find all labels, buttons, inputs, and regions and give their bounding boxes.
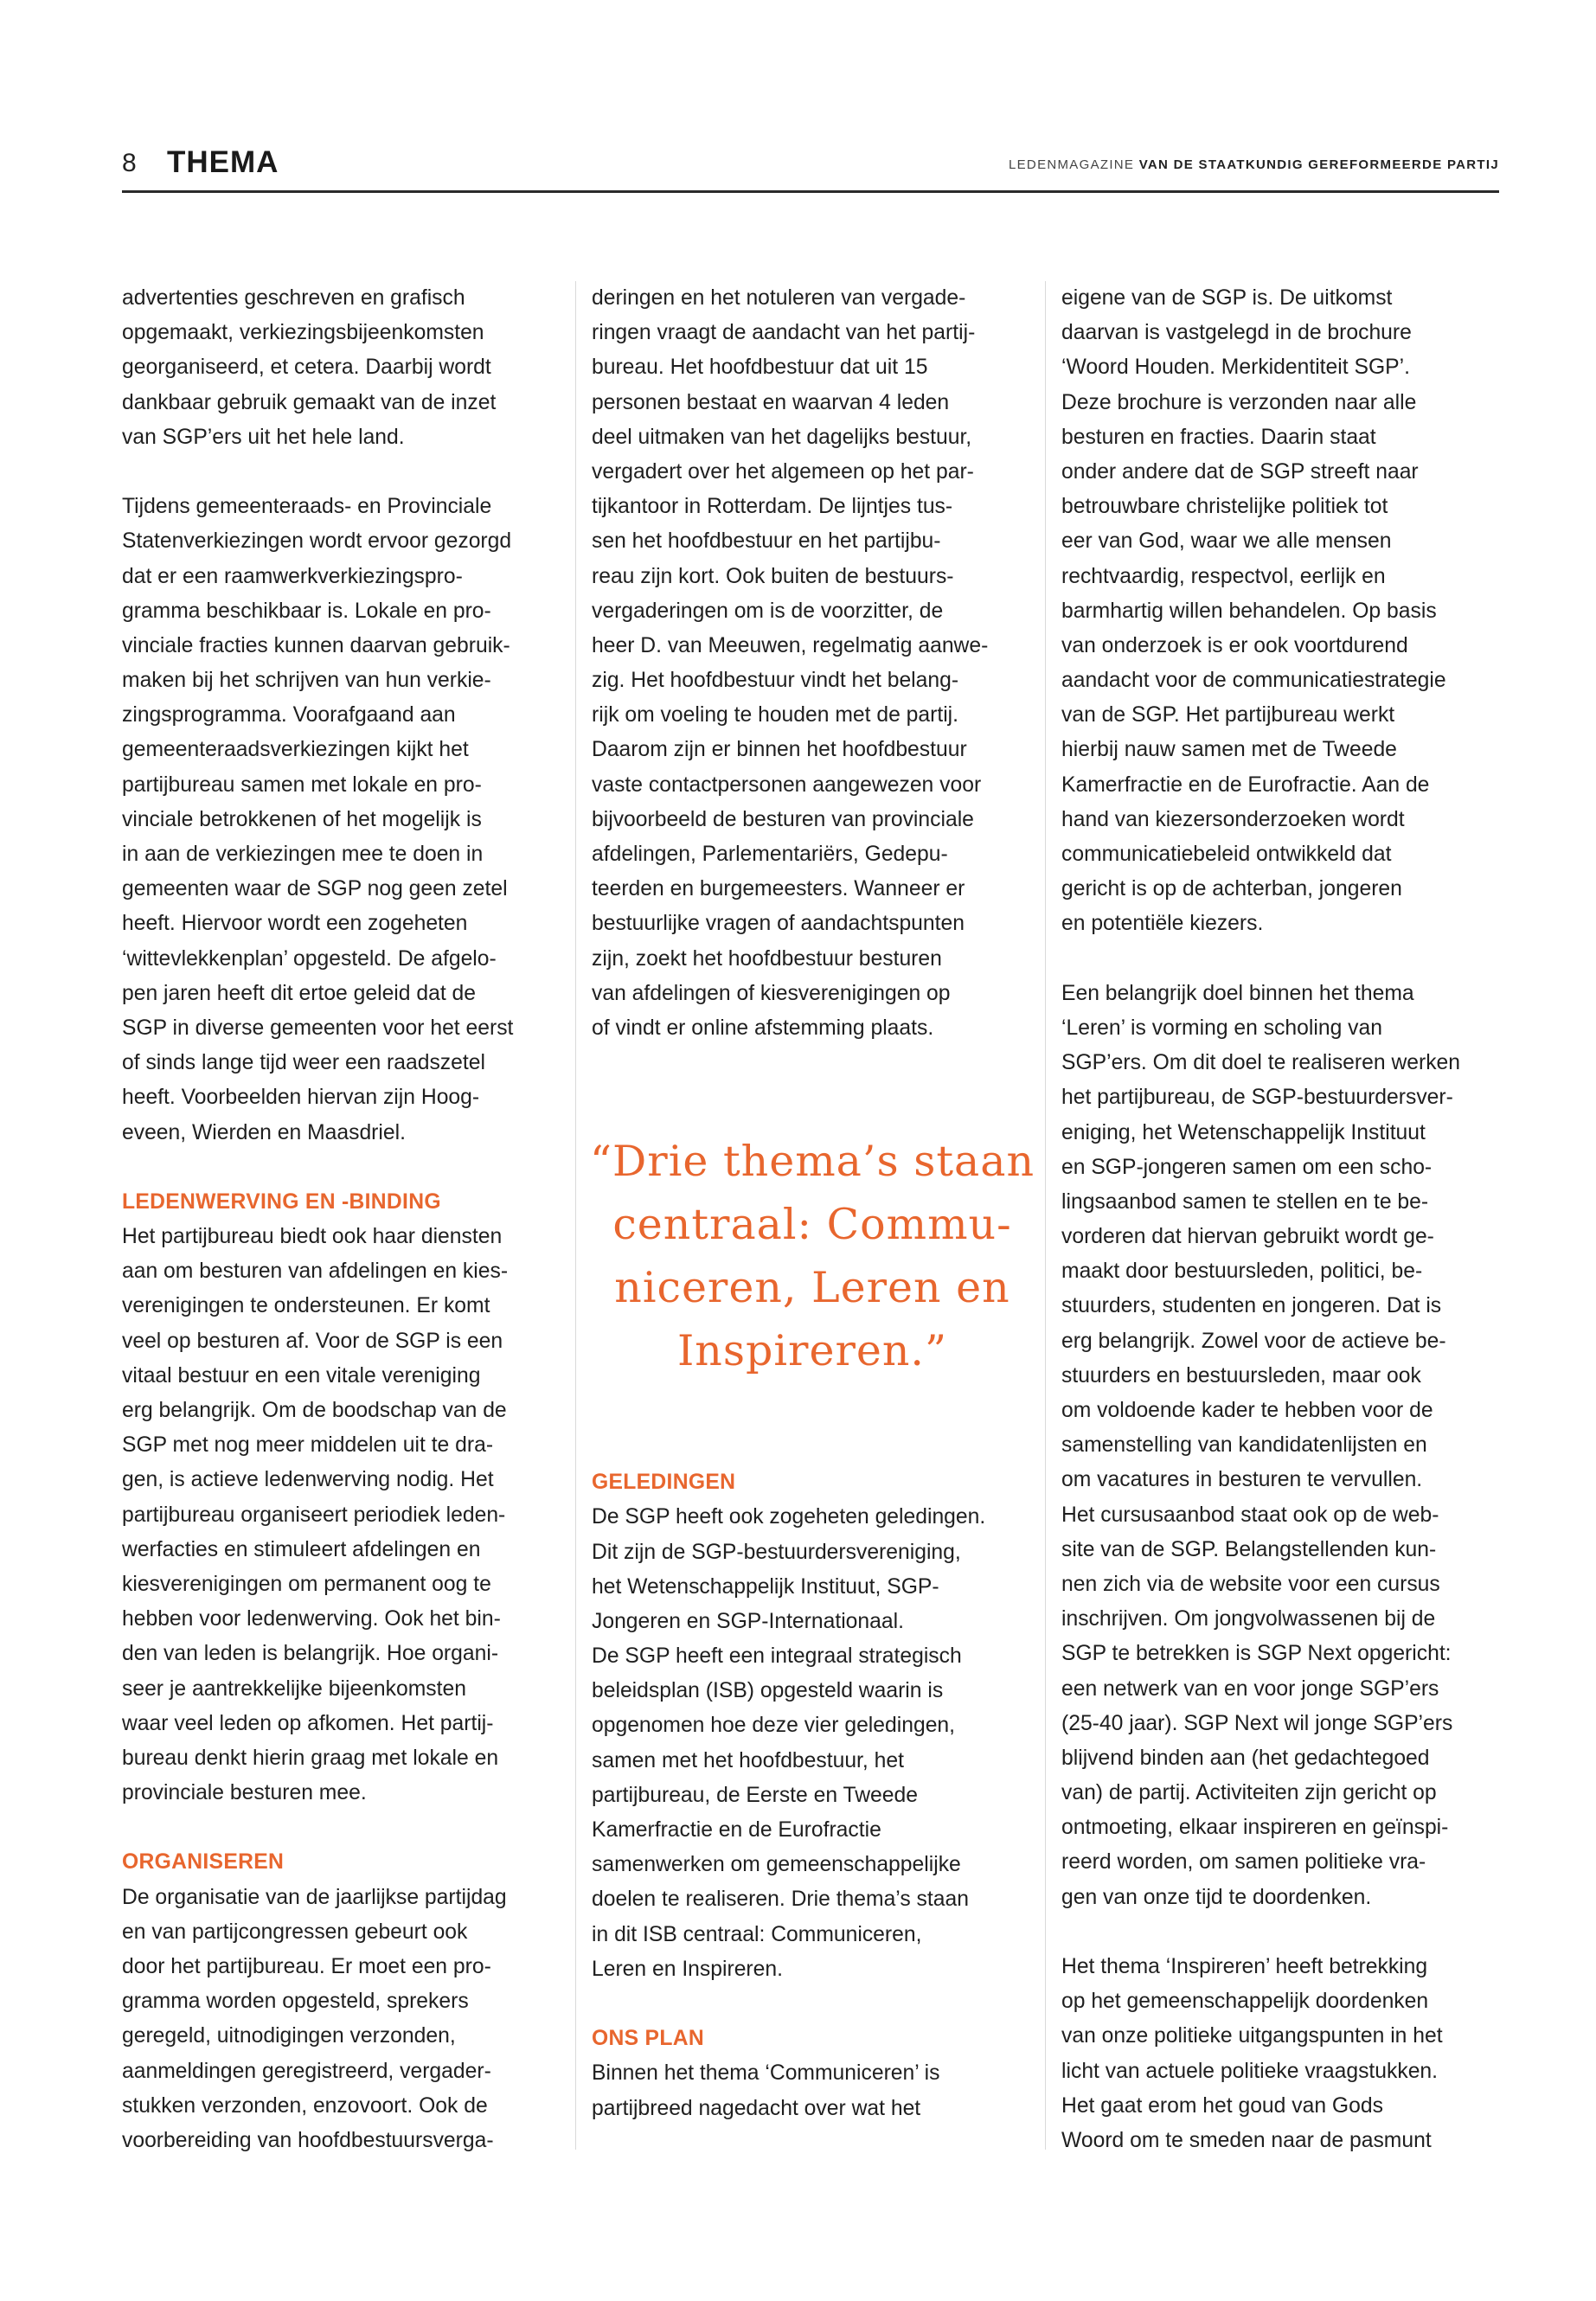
text-line: nen zich via de website voor een cursus [1061,1572,1440,1596]
paragraph [122,490,563,1150]
article-column-2 [589,281,1035,2126]
text-line: SGP met nog meer middelen uit te dra- [122,1433,494,1458]
text-line: gen van onze tijd te doordenken. [1061,1885,1372,1909]
pull-quote-line: “Drie thema’s staan [589,1136,1035,1186]
text-line: ringen vraagt de aandacht van het partij- [592,321,976,345]
article-column-3 [1061,281,1503,2158]
paragraph-gap [122,1150,563,1185]
text-line: dat er een raamwerkverkiezingspro- [122,564,463,588]
text-line: ‘Woord Houden. Merkidentiteit SGP’. [1061,356,1410,380]
text-line: partijbreed nagedacht over wat het [592,2096,921,2120]
text-line: van onderzoek is er ook voortdurend [1061,633,1408,657]
text-line: om vacatures in besturen te vervullen. [1061,1468,1423,1492]
text-line: veel op besturen af. Voor de SGP is een [122,1329,503,1353]
text-line: van SGP’ers uit het hele land. [122,425,405,449]
text-line: vergadert over het algemeen op het par- [592,459,974,484]
text-line: seer je aantrekkelijke bijeenkomsten [122,1676,466,1701]
text-line: Binnen het thema ‘Communiceren’ is [592,2061,940,2086]
text-line: reau zijn kort. Ook buiten de bestuurs- [592,564,954,588]
text-line: provinciale besturen mee. [122,1781,367,1805]
text-line: om voldoende kader te hebben voor de [1061,1399,1433,1422]
text-line: vergaderingen om is de voorzitter, de [592,599,944,623]
paragraph [122,281,563,455]
page-header [122,145,1499,193]
section-title: THEMA [167,145,279,179]
text-line: Kamerfractie en de Eurofractie. Aan de [1061,772,1430,797]
text-line: zingsprogramma. Voorafgaand aan [122,703,456,727]
text-line: inschrijven. Om jongvolwassenen bij de [1061,1607,1436,1631]
text-line: maken bij het schrijven van hun verkie- [122,669,491,693]
text-line: Daarom zijn er binnen het hoofdbestuur [592,738,967,762]
section-heading: ONS PLAN [592,2027,704,2051]
text-line: en potentiële kiezers. [1061,912,1264,936]
text-line: en SGP-jongeren samen om een scho- [1061,1155,1433,1179]
text-line: teerden en burgemeesters. Wanneer er [592,877,965,901]
text-line: lingsaanbod samen te stellen en te be- [1061,1189,1429,1214]
text-line: ‘wittevlekkenplan’ opgesteld. De afgelo- [122,946,497,971]
text-line: daarvan is vastgelegd in de brochure [1061,321,1412,345]
text-line: bureau. Het hoofdbestuur dat uit 15 [592,356,928,380]
text-line: reerd worden, om samen politieke vra- [1061,1850,1426,1875]
text-line: verenigingen te ondersteunen. Er komt [122,1294,490,1318]
section-heading: LEDENWERVING EN -BINDING [122,1189,441,1214]
text-line: eigene van de SGP is. De uitkomst [1061,286,1393,310]
text-line: Statenverkiezingen wordt ervoor gezorgd [122,529,512,554]
text-line: vinciale fracties kunnen daarvan gebruik- [122,633,510,657]
text-line: eniging, het Wetenschappelijk Instituut [1061,1120,1426,1144]
text-line: bijvoorbeeld de besturen van provinciale [592,807,974,831]
text-line: SGP in diverse gemeenten voor het eerst [122,1016,514,1040]
text-line: Het cursusaanbod staat ook op de web- [1061,1503,1439,1527]
text-line: gericht is op de achterban, jongeren [1061,877,1402,901]
text-line: vorderen dat hiervan gebruikt wordt ge- [1061,1225,1434,1249]
text-line: pen jaren heeft dit ertoe geleid dat de [122,981,477,1005]
text-line: partijbureau, de Eerste en Tweede [592,1783,918,1807]
text-line: Deze brochure is verzonden naar alle [1061,390,1417,414]
text-line: sen het hoofdbestuur en het partijbu- [592,529,941,554]
magazine-party: VAN DE STAATKUNDIG GEREFORMEERDE PARTIJ [1138,157,1499,172]
text-line: samenwerken om gemeenschappelijke [592,1853,961,1877]
text-line: partijbureau organiseert periodiek leden- [122,1503,506,1527]
text-line: hierbij nauw samen met de Tweede [1061,738,1397,762]
text-line: personen bestaat en waarvan 4 leden [592,390,950,414]
text-line: het partijbureau, de SGP-bestuurdersver- [1061,1086,1453,1110]
text-line: heeft. Voorbeelden hiervan zijn Hoog- [122,1086,480,1110]
pull-quote-line: Inspireren.” [676,1325,948,1375]
text-line: ontmoeting, elkaar inspireren en geïnspi- [1061,1816,1449,1840]
text-line: Tijdens gemeenteraads- en Provinciale [122,495,492,519]
paragraph [592,1500,1033,1987]
text-line: partijbureau samen met lokale en pro- [122,772,482,797]
text-line: op het gemeenschappelijk doordenken [1061,1990,1429,2014]
text-line: SGP’ers. Om dit doel te realiseren werken [1061,1051,1461,1075]
text-line: zijn, zoekt het hoofdbestuur besturen [592,946,942,971]
text-line: kiesverenigingen om permanent oog te [122,1572,491,1596]
text-line: Kamerfractie en de Eurofractie [592,1818,881,1842]
paragraph [122,1220,563,1811]
text-line: in aan de verkiezingen mee te doen in [122,843,484,866]
text-line: Leren en Inspireren. [592,1957,783,1981]
text-line: SGP te betrekken is SGP Next opgericht: [1061,1642,1452,1666]
text-line: aanmeldingen geregistreerd, vergader- [122,2059,491,2083]
text-line: werfacties en stimuleert afdelingen en [122,1537,481,1561]
paragraph-gap [1061,1915,1503,1950]
text-line: deel uitmaken van het dagelijks bestuur, [592,425,972,449]
text-line: gen, is actieve ledenwerving nodig. Het [122,1468,494,1492]
text-line: van onze politieke uitgangspunten in het [1061,2024,1443,2048]
text-line: Het thema ‘Inspireren’ heeft betrekking [1061,1955,1428,1978]
text-line: barmhartig willen behandelen. Op basis [1061,599,1437,623]
text-line: erg belangrijk. Om de boodschap van de [122,1399,507,1422]
paragraph [592,2056,1033,2125]
text-line: opgenomen hoe deze vier geledingen, [592,1714,956,1738]
text-line: Jongeren en SGP-Internationaal. [592,1609,904,1633]
text-line: tijkantoor in Rotterdam. De lijntjes tus- [592,495,953,519]
text-line: den van leden is belangrijk. Hoe organi- [122,1642,499,1666]
text-line: in dit ISB centraal: Communiceren, [592,1922,922,1946]
text-line: Het partijbureau biedt ook haar diensten [122,1225,503,1249]
paragraph [1061,1950,1503,2158]
text-line: waar veel leden op afkomen. Het partij- [122,1711,494,1735]
text-line: gramma beschikbaar is. Lokale en pro- [122,599,491,623]
article-column-1 [122,281,563,2158]
text-line: gemeenteraadsverkiezingen kijkt het [122,738,469,762]
text-line: deringen en het notuleren van vergade- [592,286,966,310]
section-heading: ORGANISEREN [122,1850,285,1875]
paragraph-gap [122,455,563,490]
text-line: geregeld, uitnodigingen verzonden, [122,2024,456,2048]
text-line: van afdelingen of kiesverenigingen op [592,981,951,1005]
section-heading: GELEDINGEN [592,1471,736,1495]
paragraph [592,281,1033,1046]
text-line: vinciale betrokkenen of het mogelijk is [122,807,482,831]
text-line: door het partijbureau. Er moet een pro- [122,1955,491,1978]
text-line: afdelingen, Parlementariërs, Gedepu- [592,843,948,866]
pull-quote-line: niceren, Leren en [614,1262,1010,1312]
paragraph-gap [592,1987,1033,2022]
column-divider [575,281,576,2150]
text-line: of sinds lange tijd weer een raadszetel [122,1051,485,1075]
text-line: van de SGP. Het partijbureau werkt [1061,703,1395,727]
magazine-prefix: LEDENMAGAZINE [1008,157,1135,172]
text-line: hand van kiezersonderzoeken wordt [1061,807,1405,831]
column-divider [1045,281,1046,2150]
pull-quote-line: centraal: Commu- [612,1199,1012,1249]
text-line: Het gaat erom het goud van Gods [1061,2093,1383,2118]
text-line: licht van actuele politieke vraagstukken. [1061,2059,1439,2083]
text-line: rechtvaardig, respectvol, eerlijk en [1061,564,1386,588]
text-line: doelen te realiseren. Drie thema’s staan [592,1888,969,1912]
text-line: en van partijcongressen gebeurt ook [122,1920,468,1944]
text-line: stukken verzonden, enzovoort. Ook de [122,2093,488,2118]
text-line: Een belangrijk doel binnen het thema [1061,981,1414,1005]
text-line: heer D. van Meeuwen, regelmatig aanwe- [592,633,989,657]
text-line: het Wetenschappelijk Instituut, SGP- [592,1574,939,1599]
text-line: Dit zijn de SGP-bestuurdersvereniging, [592,1540,961,1564]
text-line: rijk om voeling te houden met de partij. [592,703,959,727]
text-line: hebben voor ledenwerving. Ook het bin- [122,1607,501,1631]
text-line: onder andere dat de SGP streeft naar [1061,459,1419,484]
paragraph-gap [122,1811,563,1845]
text-line: zig. Het hoofdbestuur vindt het belang- [592,669,959,693]
text-line: voorbereiding van hoofdbestuursverga- [122,2128,494,2152]
pull-quote [589,1046,1035,1465]
text-line: bestuurlijke vragen of aandachtspunten [592,912,965,936]
text-line: betrouwbare christelijke politiek tot [1061,495,1388,519]
text-line: gramma worden opgesteld, sprekers [122,1990,469,2014]
text-line: blijvend binden aan (het gedachtegoed [1061,1746,1430,1770]
text-line: aan om besturen van afdelingen en kies- [122,1259,509,1284]
text-line: aandacht voor de communicatiestrategie [1061,669,1446,693]
paragraph [1061,281,1503,942]
text-line: De SGP heeft een integraal strategisch [592,1644,962,1669]
text-line: samenstelling van kandidatenlijsten en [1061,1433,1427,1458]
text-line: stuurders, studenten en jongeren. Dat is [1061,1294,1442,1318]
text-line: besturen en fracties. Daarin staat [1061,425,1376,449]
text-line: samen met het hoofdbestuur, het [592,1748,904,1772]
text-line: eer van God, waar we alle mensen [1061,529,1392,554]
text-line: (25-40 jaar). SGP Next wil jonge SGP’ers [1061,1711,1453,1735]
text-line: stuurders en bestuursleden, maar ook [1061,1363,1421,1388]
paragraph [122,1881,563,2159]
text-line: Woord om te smeden naar de pasmunt [1061,2128,1432,2152]
text-line: vaste contactpersonen aangewezen voor [592,772,982,797]
paragraph-gap [1061,942,1503,977]
text-line: georganiseerd, et cetera. Daarbij wordt [122,356,491,380]
text-line: maakt door bestuursleden, politici, be- [1061,1259,1423,1284]
text-line: gemeenten waar de SGP nog geen zetel [122,877,508,901]
text-line: of vindt er online afstemming plaats. [592,1016,934,1040]
text-line: site van de SGP. Belangstellenden kun- [1061,1537,1437,1561]
paragraph [1061,977,1503,1915]
text-line: De SGP heeft ook zogeheten geledingen. [592,1505,986,1529]
text-line: De organisatie van de jaarlijkse partijdag [122,1885,507,1909]
text-line: opgemaakt, verkiezingsbijeenkomsten [122,321,484,345]
text-line: vitaal bestuur en een vitale vereniging [122,1363,481,1388]
page-number: 8 [122,149,137,177]
text-line: een netwerk van en voor jonge SGP’ers [1061,1676,1439,1701]
text-line: eveen, Wierden en Maasdriel. [122,1120,406,1144]
text-line: heeft. Hiervoor wordt een zogeheten [122,912,468,936]
text-line: beleidsplan (ISB) opgesteld waarin is [592,1679,944,1703]
text-line: van) de partij. Activiteiten zijn gericht op [1061,1781,1437,1805]
magazine-title [1009,157,1499,172]
text-line: communicatiebeleid ontwikkeld dat [1061,843,1392,866]
text-line: erg belangrijk. Zowel voor de actieve be- [1061,1329,1446,1353]
text-line: ‘Leren’ is vorming en scholing van [1061,1016,1382,1040]
text-line: dankbaar gebruik gemaakt van de inzet [122,390,497,414]
text-line: advertenties geschreven en grafisch [122,286,465,310]
text-line: bureau denkt hierin graag met lokale en [122,1746,499,1770]
